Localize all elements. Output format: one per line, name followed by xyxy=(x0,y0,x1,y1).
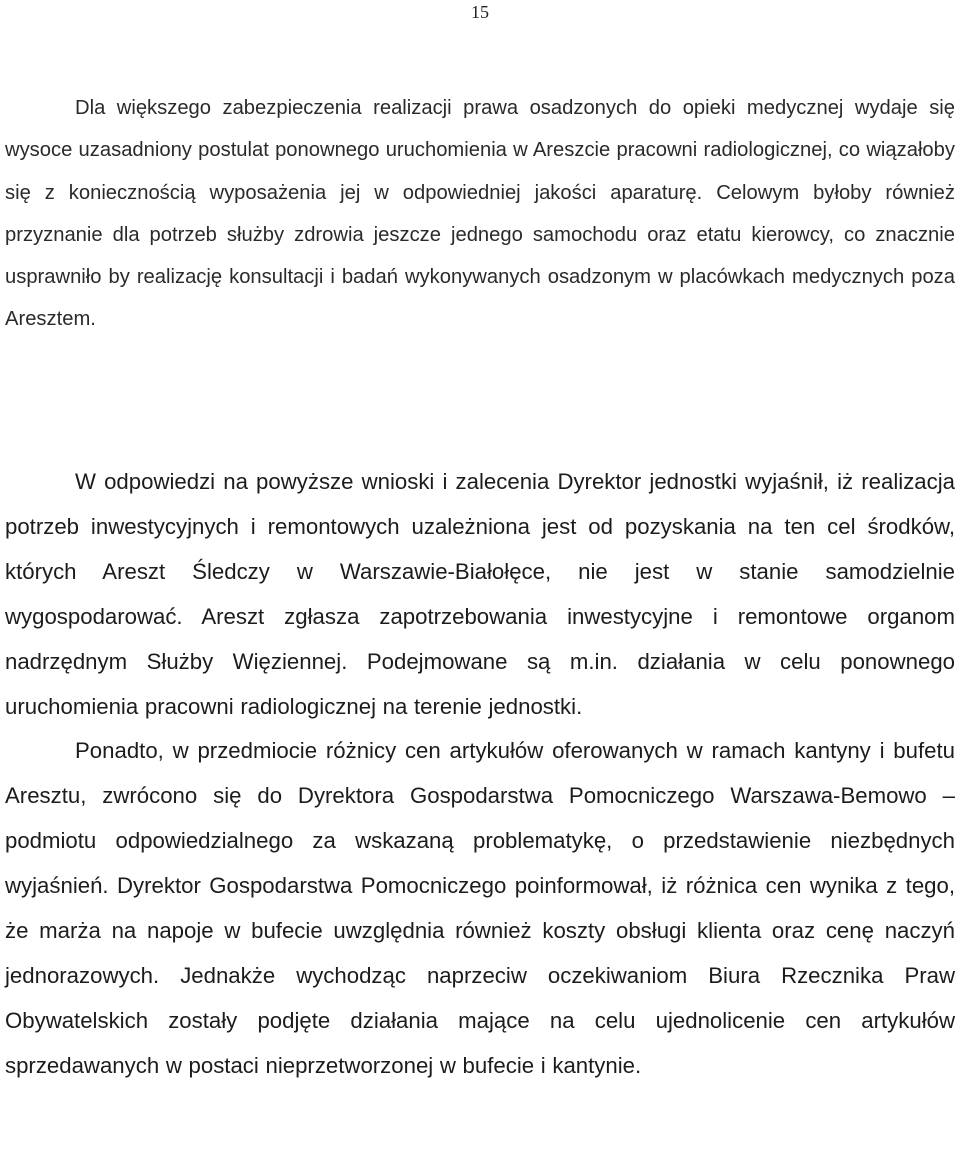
paragraph-director-explanation: W odpowiedzi na powyższe wnioski i zalecenia Dyrektor jednostki wyjaśnił, iż realizacja potrzeb inwestycyjnych i remontowych uzależniona jest od pozyskania na ten cel środków, których Areszt Śledczy w Warszawie-Białołęce, nie jest w stanie samodzielnie wygospodarować. Areszt zgłasza zapotrzebowania inwestycyjne i remontowe organom nadrzędnym Służby Więziennej. Podejmowane są m.in. działania w celu ponownego uruchomienia pracowni radiologicznej na terenie jednostki. xyxy=(5,469,955,719)
section-director-response xyxy=(5,460,955,1089)
paragraph-price-differences: Ponadto, w przedmiocie różnicy cen artykułów oferowanych w ramach kantyny i bufetu Aresztu, zwrócono się do Dyrektora Gospodarstwa Pomocniczego Warszawa-Bemowo – podmiotu odpowiedzialnego za wskazaną problematykę, o przedstawienie niezbędnych wyjaśnień. Dyrektor Gospodarstwa Pomocniczego poinformował, iż różnica cen wynika z tego, że marża na napoje w bufecie uwzględnia również koszty obsługi klienta oraz cenę naczyń jednorazowych. Jednakże wychodząc naprzeciw oczekiwaniom Biura Rzecznika Praw Obywatelskich zostały podjęte działania mające na celu ujednolicenie cen artykułów sprzedawanych w postaci nieprzetworzonej w bufecie i kantynie. xyxy=(5,738,955,1078)
page-number: 15 xyxy=(471,2,489,22)
paragraph-radiology-postulate: Dla większego zabezpieczenia realizacji prawa osadzonych do opieki medycznej wydaje się wysoce uzasadniony postulat ponownego uruchomienia w Areszcie pracowni radiologicznej, co wiązałoby się z koniecznością wyposażenia jej w odpowiedniej jakości aparaturę. Celowym byłoby również przyznanie dla potrzeb służby zdrowia jeszcze jednego samochodu oraz etatu kierowcy, co znacznie usprawniło by realizację konsultacji i badań wykonywanych osadzonym w placówkach medycznych poza Aresztem. xyxy=(5,97,955,331)
section-medical-care xyxy=(5,87,955,341)
